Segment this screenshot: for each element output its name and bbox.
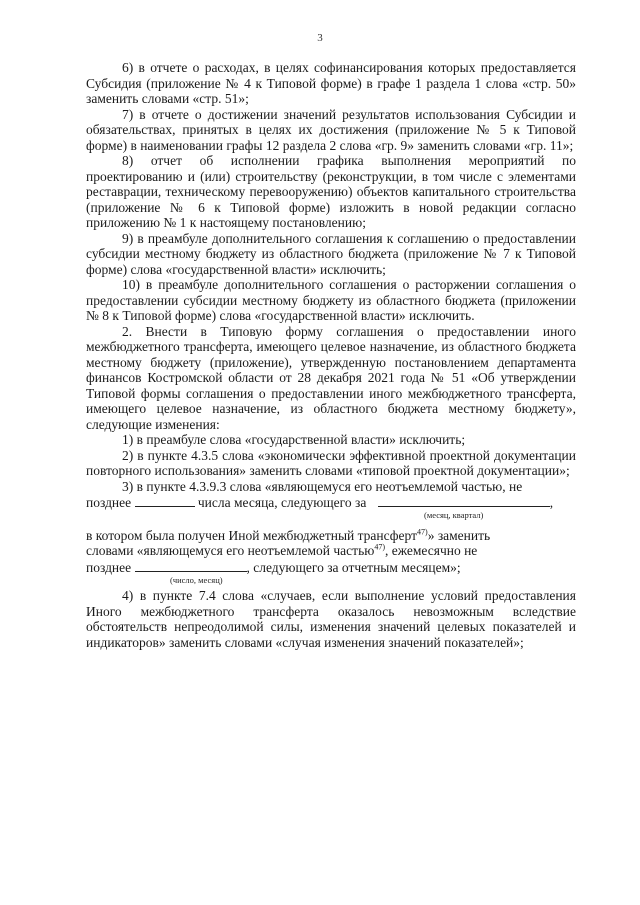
paragraph-item-7: 7) в отчете о достижении значений результатов использования Субсидии и обязательствах, принятых в целях их достижения (приложение № 5 к Типовой форме) в наименовании графы 12 раздела 2 слова «гр. 9» заменить словами «гр. 11»; [86, 106, 576, 153]
subitem-3-text: позднее [86, 495, 132, 510]
subitem-3-hint-row [86, 510, 576, 528]
subitem-3-text: , следующего за отчетным месяцем»; [246, 559, 461, 575]
subitem-3-line-4 [86, 543, 576, 559]
subitem-3-text: в котором была получен Иной межбюджетный трансферт [86, 527, 418, 543]
hint-day-month: (число, месяц) [170, 575, 223, 585]
footnote-mark: 47) [374, 542, 385, 552]
subitem-3-text: позднее [86, 559, 132, 575]
blank-month-line [378, 494, 550, 507]
paragraph-item-6: 6) в отчете о расходах, в целях софинансирования которых предоставляется Субсидия (приложение № 4 к Типовой форме) в графе 1 раздела 1 слова «стр. 50» заменить словами «стр. 51»; [86, 60, 576, 106]
subitem-3-text: » заменить [427, 527, 491, 543]
subitem-3-text: , ежемесячно не [384, 543, 478, 558]
document-body [86, 60, 576, 650]
paragraph-item-10: 10) в преамбуле дополнительного соглашения о расторжении соглашения о предоставлении субсидии местному бюджету из областного бюджета (приложении № 8 к Типовой форме) слова «государственной власти» исключить. [86, 277, 576, 323]
subitem-3-text: числа месяца, следующего за [197, 495, 367, 510]
subitem-3-hint-row-2 [86, 575, 576, 588]
blank-day-line [135, 494, 195, 507]
subitem-3-line-1: 3) в пункте 4.3.9.3 слова «являющемуся его неотъемлемой частью, не [122, 478, 523, 494]
paragraph-item-8: 8) отчет об исполнении графика выполнения мероприятий по проектированию и (или) строительству (реконструкции, в том числе с элементами реставрации, техническому перевооружению) объектов капитального строительства (приложение № 6 к Типовой форме) изложить в новой редакции согласно приложению № 1 к настоящему постановлению; [86, 153, 576, 230]
blank-date-line [135, 559, 247, 572]
footnote-mark: 47) [417, 527, 428, 536]
subitem-3-text: словами «являющемуся его неотъемлемой частью [86, 543, 375, 558]
paragraph-item-9: 9) в преамбуле дополнительного соглашения к соглашению о предоставлении субсидии местному бюджету из областного бюджета (приложение № 7 к Типовой форме) слова «государственной власти» исключить; [86, 230, 576, 277]
page-number: 3 [317, 32, 323, 44]
paragraph-subitem-3 [86, 479, 576, 589]
hint-month-quarter: (месяц, квартал) [424, 509, 484, 520]
paragraph-subitem-2: 2) в пункте 4.3.5 слова «экономически эффективной проектной документации повторного использования» заменить словами «типовой проектной документации»; [86, 447, 576, 478]
paragraph-subitem-1: 1) в преамбуле слова «государственной власти» исключить; [122, 432, 466, 447]
subitem-3-line-2: позднее числа месяца, следующего за , [86, 495, 554, 510]
paragraph-section-2: 2. Внести в Типовую форму соглашения о предоставлении иного межбюджетного трансферта, имеющего целевое назначение, из областного бюджета местному бюджету (приложение), утвержденную постановлением департамента финансов Костромской области от 28 декабря 2021 года № 51 «Об утверждении Типовой формы соглашения о предоставлении иного межбюджетного трансферта, имеющего целевое назначение, из областного бюджета местному бюджету», следующие изменения: [86, 323, 576, 432]
subitem-3-line-5 [86, 559, 576, 576]
paragraph-subitem-4: 4) в пункте 7.4 слова «случаев, если выполнение условий предоставления Иного межбюджетного трансферта оказалось невозможным вследствие обстоятельств непреодолимой силы, изменения значений целевых показателей и индикаторов» заменить словами «случая изменения значений показателей»; [86, 588, 576, 650]
subitem-3-line-3 [86, 528, 576, 544]
